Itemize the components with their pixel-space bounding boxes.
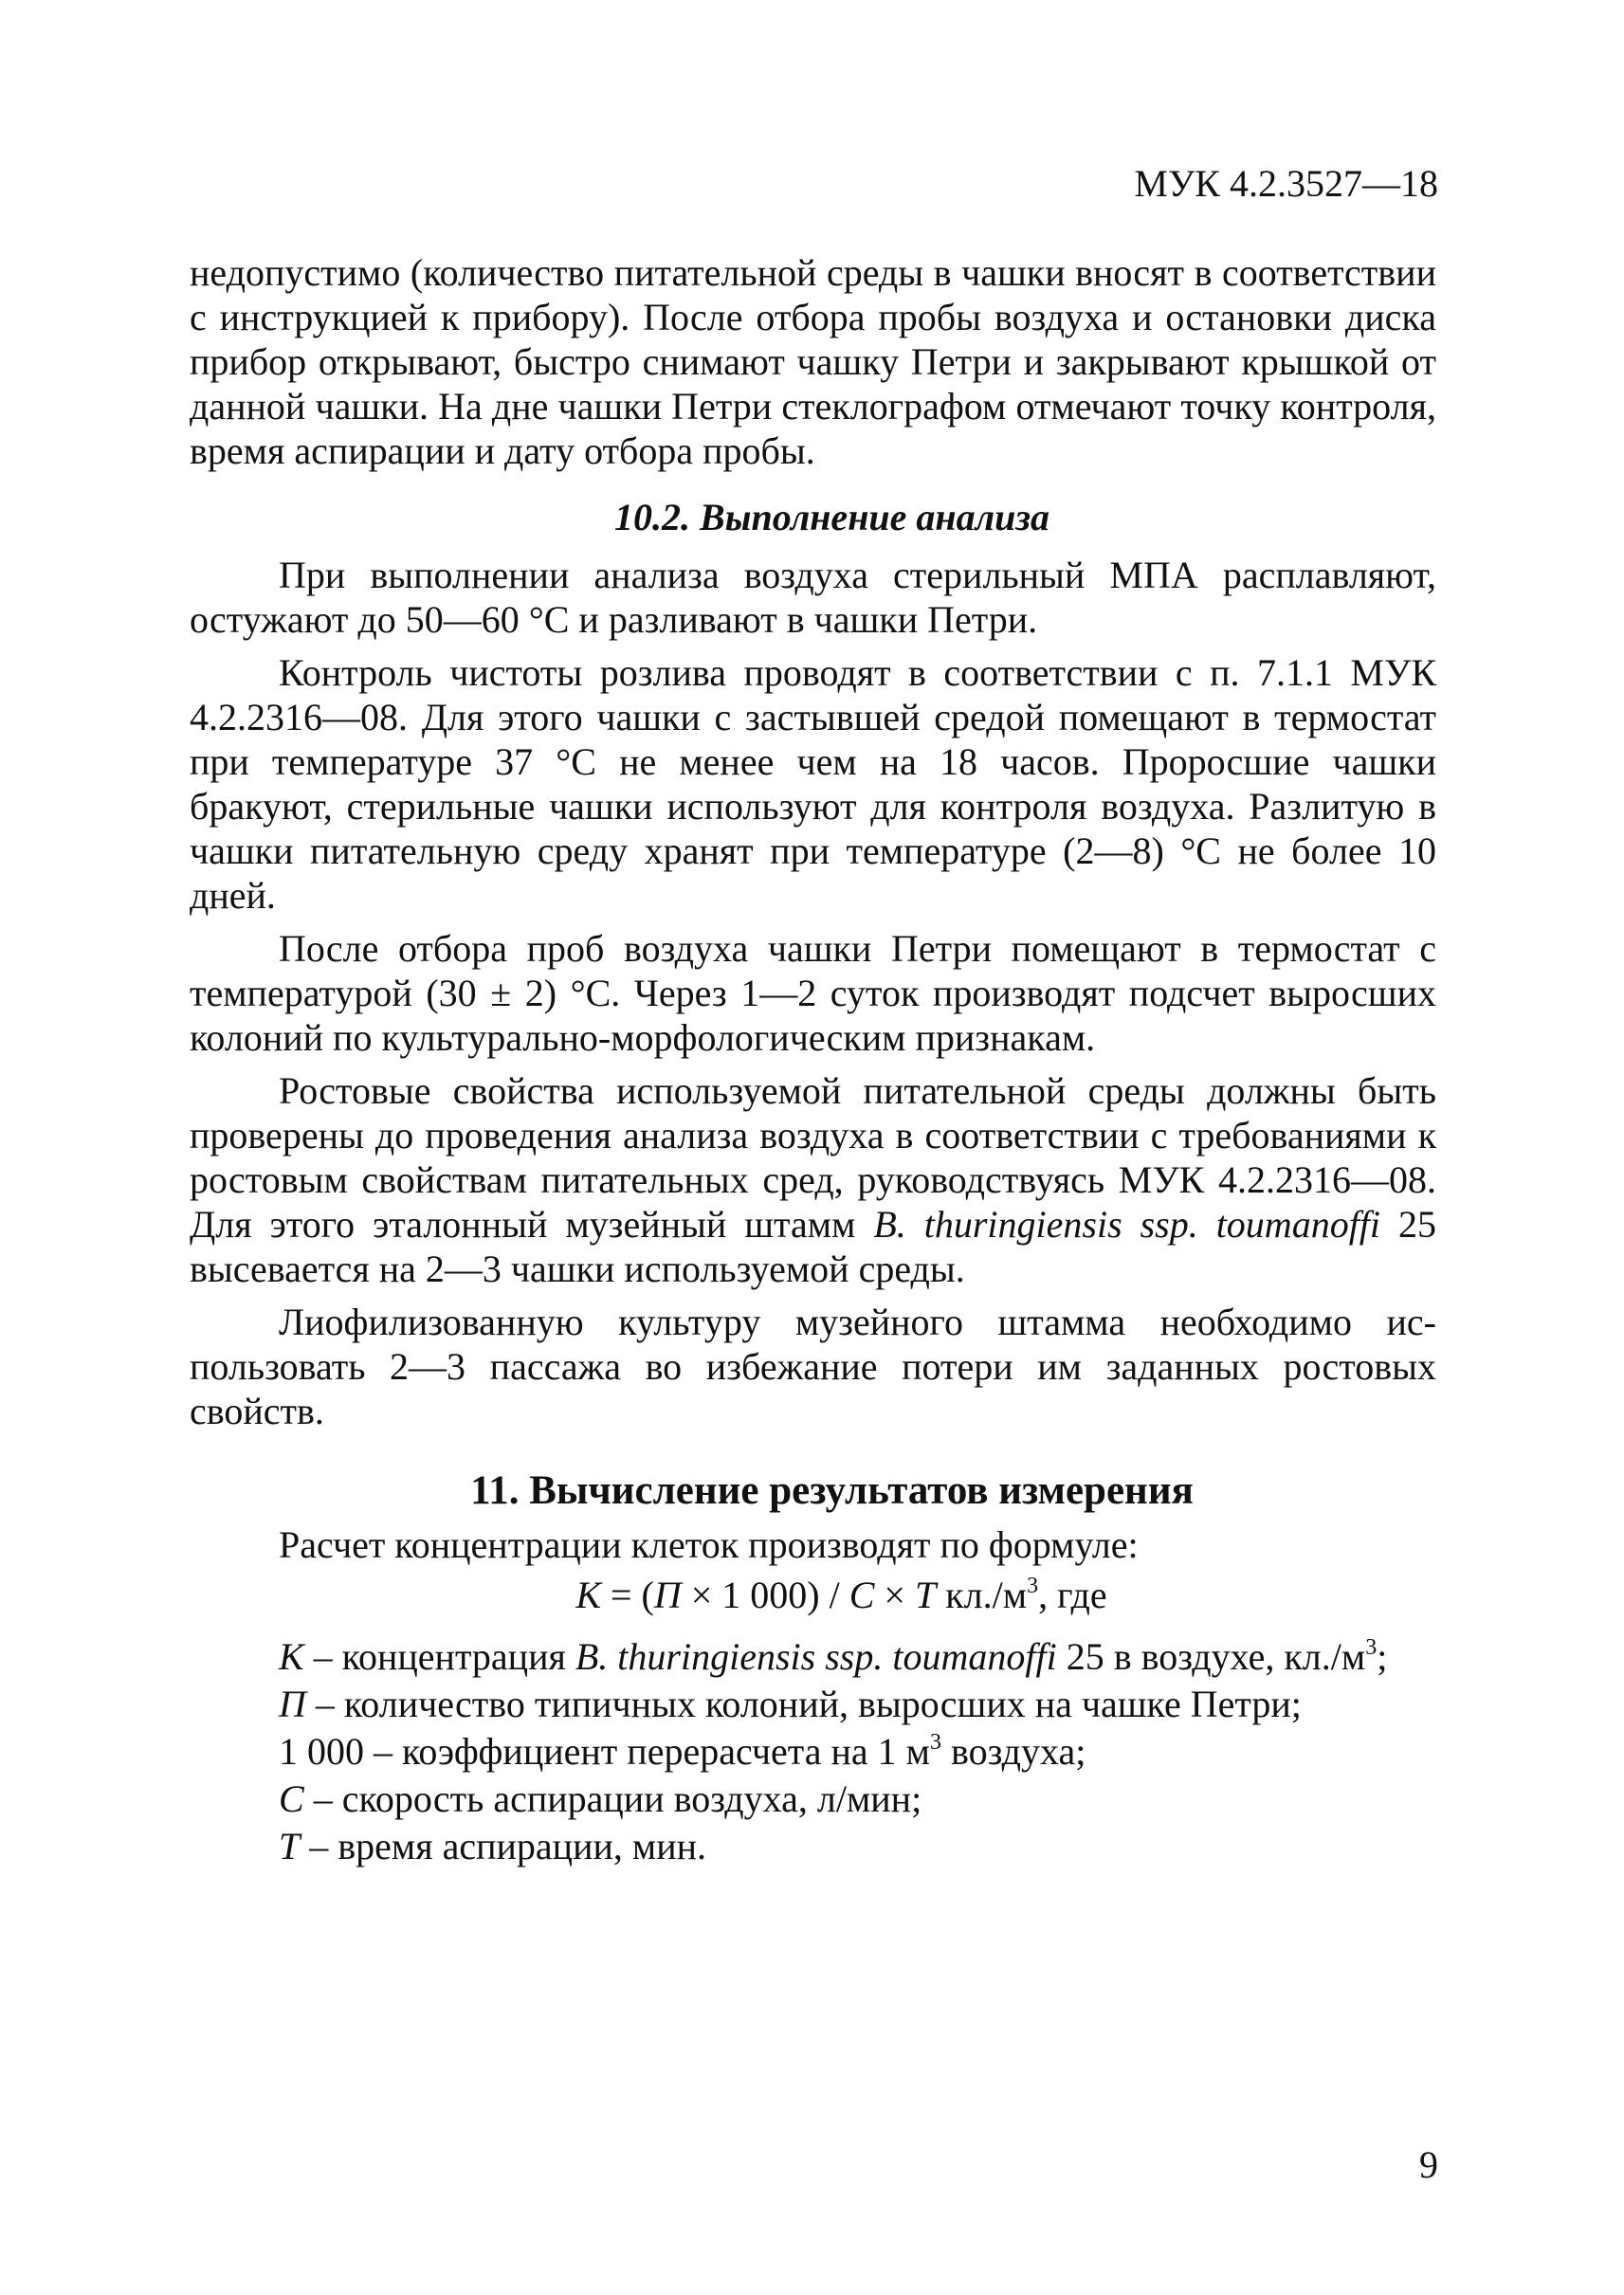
formula-c: С — [848, 1574, 875, 1616]
formula-eq-open: = ( — [600, 1574, 654, 1616]
definition-coefficient-text-b: воздуха; — [940, 1730, 1086, 1773]
definition-t-text: – время аспирации, мин. — [300, 1825, 707, 1867]
formula-p: П — [653, 1574, 682, 1616]
definition-p-text: – количество типичных колоний, выросших на чашке Петри; — [305, 1683, 1302, 1725]
definition-k-text-a: – концентрация — [303, 1635, 575, 1678]
formula-t: Т — [914, 1574, 937, 1616]
formula-k: К — [575, 1574, 601, 1616]
definition-t-symbol: Т — [279, 1825, 301, 1867]
paragraph-incubation: После отбора проб воздуха чашки Петри помещают в термостат с температурой (30 ± 2) °С. Через 1—2 суток производят подсчет выросших колоний по культурально-морфологическим признакам. — [190, 927, 1436, 1059]
definition-k-strain: B. thuringiensis ssp. toumanoffi — [575, 1635, 1057, 1678]
growth-text-a: Ростовые свойства используемой питательной среды должны быть проверены до проведения анализа воздуха в соответствии с требованиями к ростовым свойствам питательных сред, руководствуясь МУК 4.2.2316—08. Для этого эталонный музейный штамм — [190, 1069, 1436, 1246]
definition-k-text-b: 25 в воздухе, кл./м — [1056, 1635, 1366, 1678]
definition-p-symbol: П — [279, 1683, 306, 1725]
definition-coefficient-text-a: 1 000 – коэффициент перерасчета на 1 м — [279, 1730, 930, 1773]
subsection-heading: 10.2. Выполнение анализа — [614, 496, 1049, 538]
formula-unit: кл./м — [936, 1574, 1028, 1616]
formula-mult-2: × — [874, 1574, 915, 1616]
paragraph-mpa-preparation: При выполнении анализа воздуха стерильный МПА расплавляют, остужают до 50—60 °С и разливают в чашки Петри. — [190, 554, 1436, 641]
definition-k-symbol: К — [279, 1635, 304, 1678]
definition-coefficient-exponent: 3 — [929, 1730, 941, 1755]
definition-c-symbol: С — [279, 1777, 304, 1820]
section-heading: 11. Вычисление результатов измерения — [470, 1468, 1194, 1513]
definition-k-end: ; — [1377, 1635, 1388, 1678]
growth-text-b: 25 высевается на 2—3 чашки используемой среды. — [190, 1203, 1437, 1290]
definition-coefficient — [190, 1729, 1436, 1774]
page-number: 9 — [1419, 2143, 1438, 2186]
paragraph-sampling-continued: недопустимо (количество питательной среды в чашки вносят в соответствии с инструкцией к прибору). После отбора пробы воздуха и остановки диска прибор открывают, быстро снимают чашку Петри и закрывают крышкой от данной чашки. На дне чашки Петри стеклографом отмечают точку контроля, время аспирации и дату отбора пробы. — [190, 251, 1436, 472]
definition-k-exponent: 3 — [1365, 1635, 1378, 1660]
definition-t — [190, 1824, 1436, 1868]
paragraph-formula-intro: Расчет концентрации клеток производят по формуле: — [279, 1523, 1139, 1566]
document-code-header: МУК 4.2.3527—18 — [1134, 162, 1438, 205]
strain-name: B. thuringiensis ssp. toumanoffi — [873, 1203, 1381, 1246]
definition-c-text: – скорость аспирации воздуха, л/мин; — [303, 1777, 922, 1820]
paragraph-lyophilized-culture: Лиофилизованную культуру музейного штамма необходимо использовать 2—3 пассажа во избежание потери им заданных ростовых свойств. — [190, 1301, 1436, 1432]
page-content — [190, 250, 1436, 1868]
paragraph-purity-control: Контроль чистоты розлива проводят в соответствии с п. 7.1.1 МУК 4.2.2316—08. Для этого чашки с застывшей средой помещают в термостат при температуре 37 °С не менее чем на 18 часов. Проросшие чашки бракуют, стерильные чашки используют для контроля воздуха. Разлитую в чашки питательную среду хранят при температуре (2—8) °С не более 10 дней. — [190, 651, 1436, 917]
formula-exponent: 3 — [1027, 1574, 1039, 1598]
definition-p — [190, 1682, 1436, 1726]
concentration-formula — [190, 1573, 1436, 1617]
formula-tail: , где — [1038, 1574, 1107, 1616]
formula-mult-1: × 1 000) / — [681, 1574, 849, 1616]
definition-c — [190, 1776, 1436, 1821]
definition-k — [190, 1634, 1436, 1679]
paragraph-growth-properties — [190, 1068, 1436, 1291]
